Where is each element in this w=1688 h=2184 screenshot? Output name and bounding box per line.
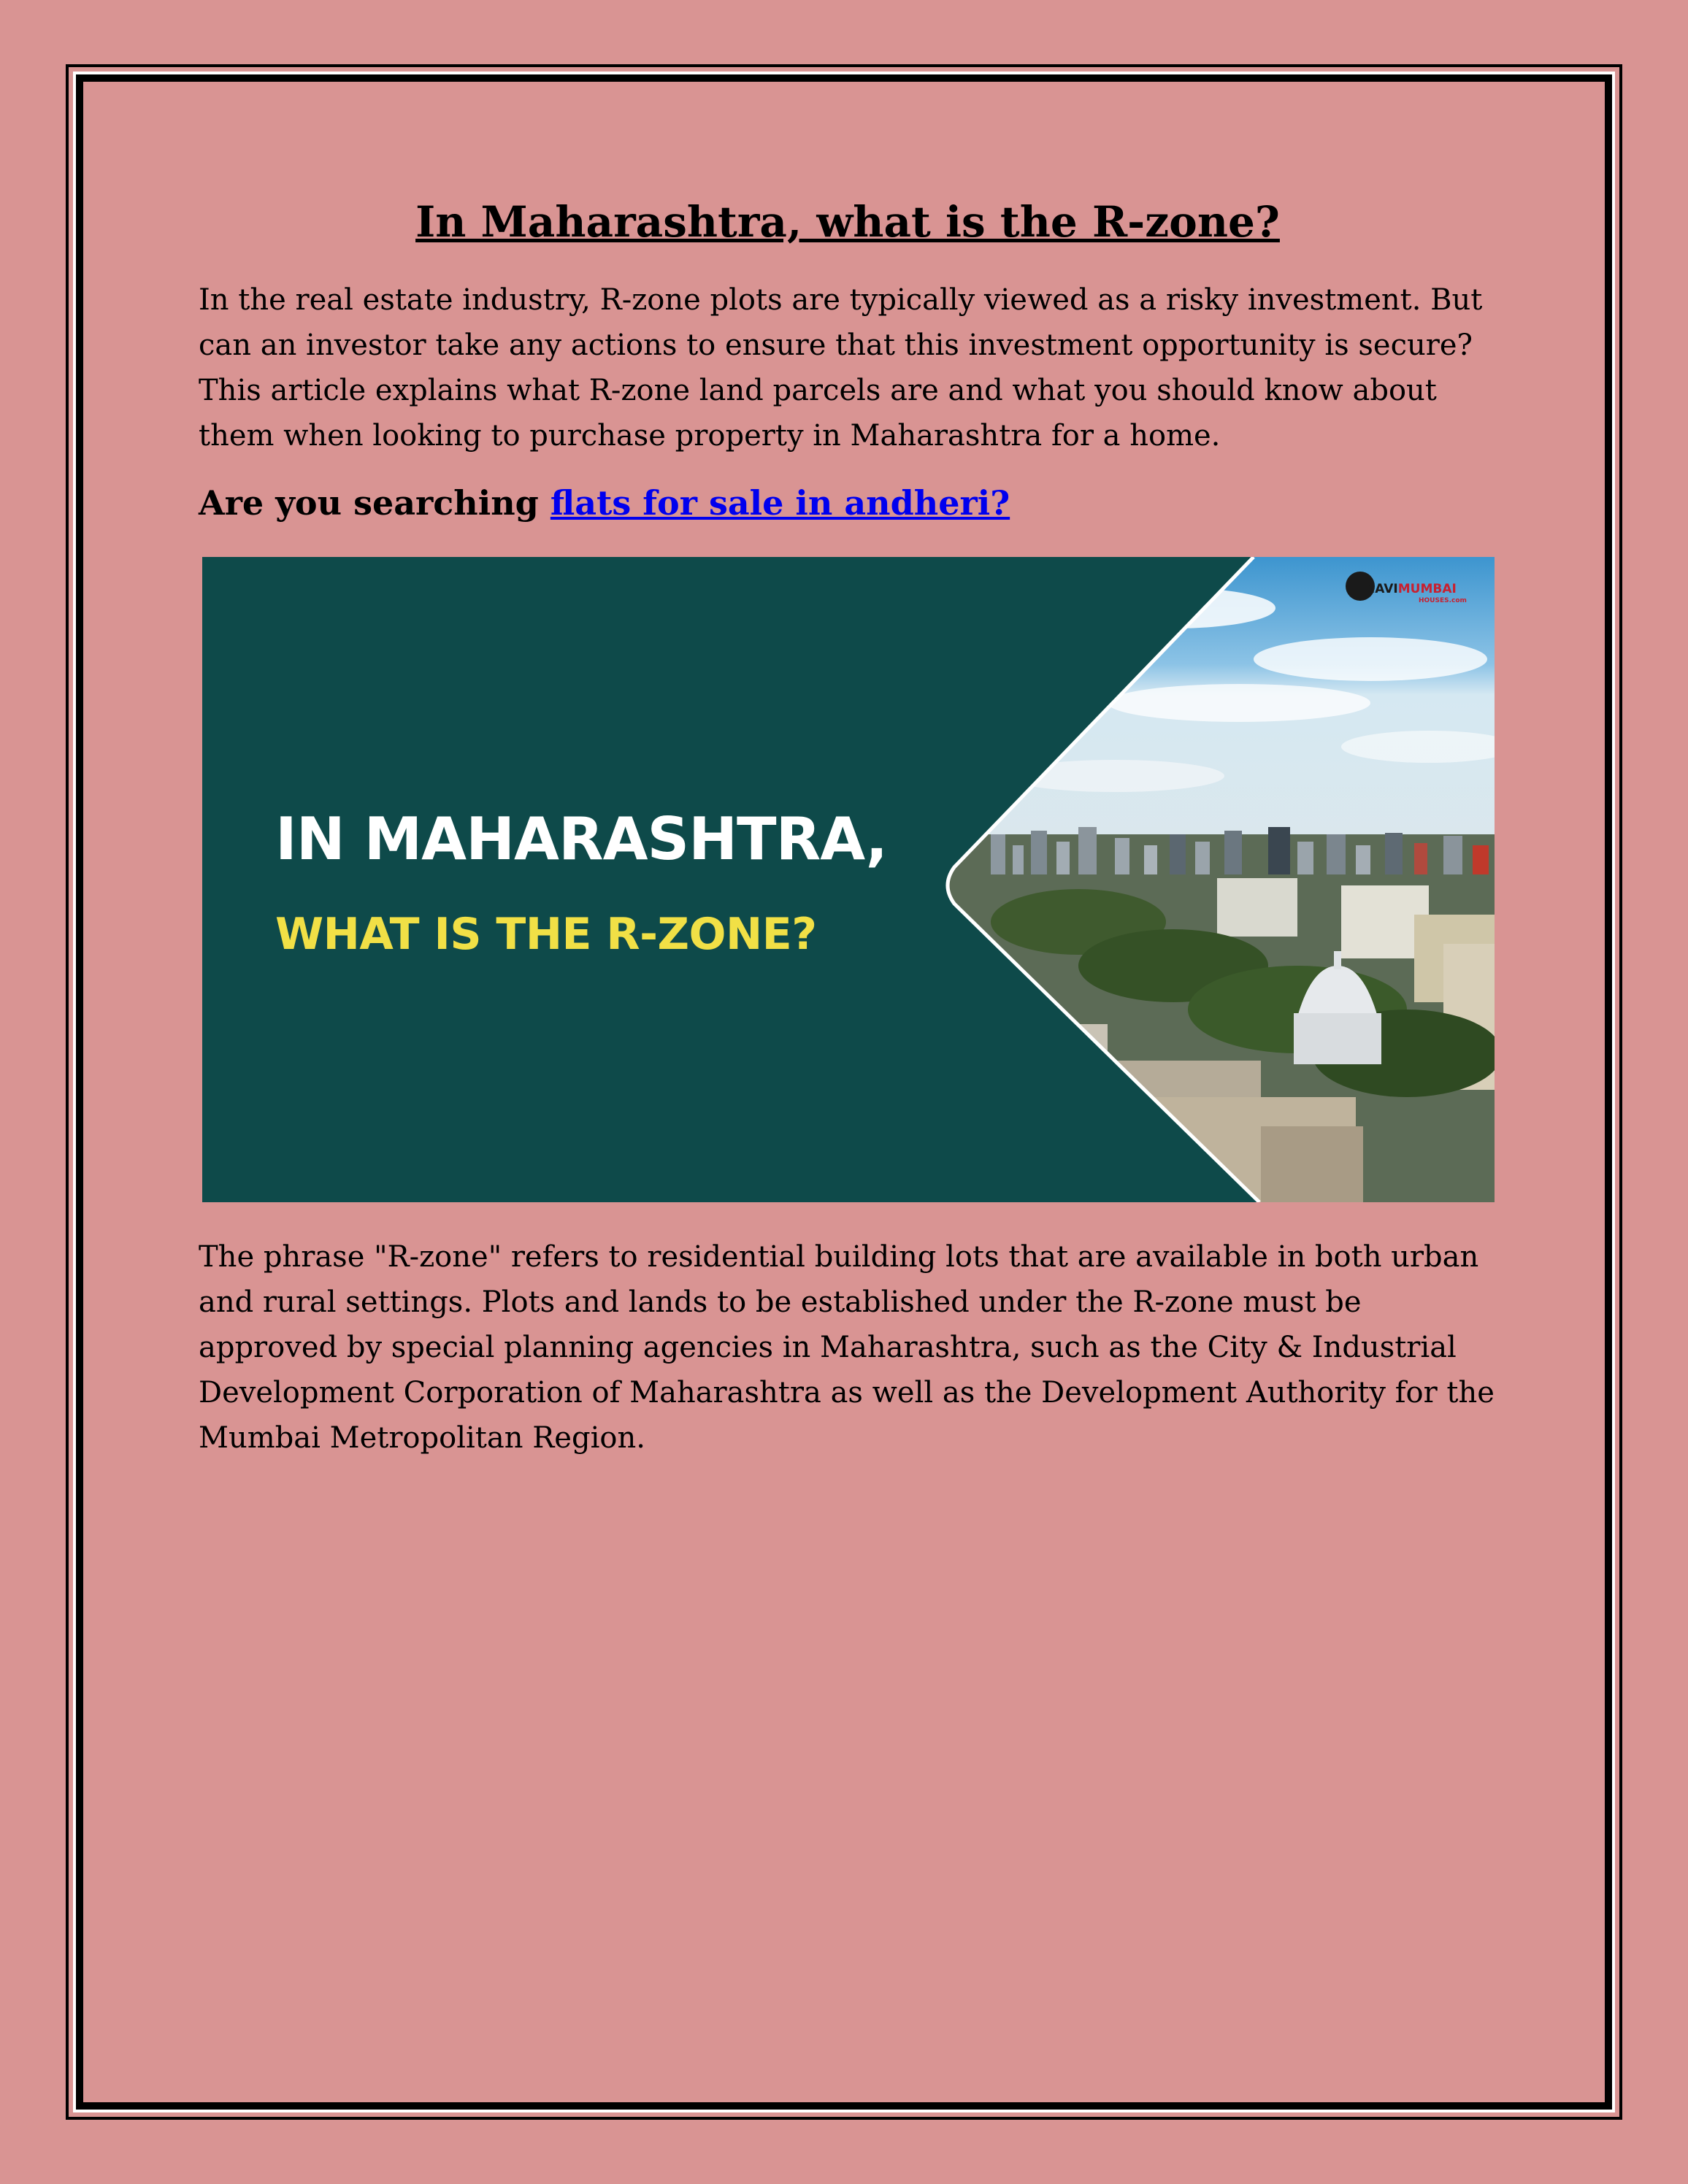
- article: [199, 197, 1497, 1461]
- logo-text: NAVIMUMBAI: [1365, 581, 1457, 596]
- banner-headline: IN MAHARASHTRA,: [275, 804, 888, 873]
- banner-highlight: WHAT IS THE R-ZONE?: [275, 908, 817, 960]
- body-paragraph: The phrase "R-zone" refers to residential building lots that are available in both urban and rural settings. Plots and lands to be established under the R-zone must be approved by special planning agencies in Maharashtra, such as the City & Industrial Development Corporation of Maharashtra as well as the Development Authority for the Mumbai Metropolitan Region.: [199, 1239, 1495, 1455]
- subheading: [199, 483, 1497, 523]
- article-title: In Maharashtra, what is the R-zone?: [415, 197, 1280, 247]
- intro-paragraph: In the real estate industry, R-zone plots are typically viewed as a risky investment. But can an investor take any actions to ensure that this investment opportunity is secure? This article explains what R-zone land parcels are and what you should know about them when looking to purchase property in Maharashtra for a home.: [199, 282, 1483, 453]
- banner-graphic: [202, 557, 1495, 1202]
- banner-image: [202, 557, 1495, 1202]
- flats-for-sale-link[interactable]: flats for sale in andheri?: [550, 482, 1010, 523]
- subheading-prefix: Are you searching: [199, 482, 550, 523]
- navi-mumbai-houses-logo: [1346, 567, 1470, 605]
- logo-subtext: HOUSES.com: [1419, 596, 1467, 604]
